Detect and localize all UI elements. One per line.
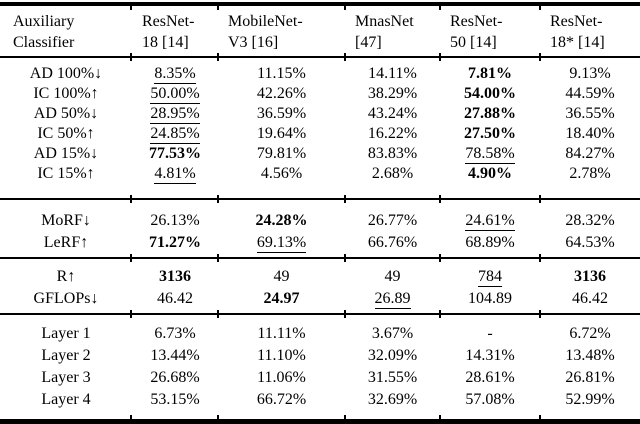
column-separator-tick [217, 53, 219, 61]
table-cell [132, 164, 218, 184]
table-cell [218, 323, 345, 345]
row-label: GFLOPs↓ [33, 290, 99, 307]
table-cell [218, 104, 345, 124]
table-cell [440, 64, 540, 84]
row-label: AD 15%↓ [33, 145, 99, 162]
cell-value: 52.99% [565, 391, 615, 408]
cell-value: 28.32% [565, 212, 615, 229]
column-header-mobilenetv3 [218, 6, 345, 56]
column-separator-tick [344, 53, 346, 61]
column-separator-tick [344, 254, 346, 262]
header-line: ResNet- [142, 13, 195, 30]
table-cell [540, 64, 640, 84]
table-cell [540, 323, 640, 345]
table-cell [440, 104, 540, 124]
table-cell [440, 266, 540, 288]
column-separator-tick [439, 254, 441, 262]
row-label: Layer 3 [41, 369, 91, 386]
cell-value: 3.67% [371, 325, 414, 342]
table-cell [132, 210, 218, 232]
cell-value: 36.55% [565, 105, 615, 122]
cell-value: 2.68% [371, 165, 414, 182]
column-separator-tick [344, 310, 346, 318]
cell-value: 7.81% [468, 65, 512, 82]
cell-value: 4.90% [468, 165, 512, 182]
row-label: IC 15%↑ [37, 165, 95, 182]
cell-value: 19.64% [256, 125, 307, 142]
header-line: ResNet- [450, 13, 503, 30]
table-row [0, 232, 640, 254]
table-row [0, 345, 640, 367]
table-cell [440, 367, 540, 389]
cell-value: 26.77% [367, 212, 418, 229]
cell-value: 32.09% [367, 347, 418, 364]
table-row [0, 288, 640, 310]
cell-value: 50.00% [150, 86, 199, 104]
table-cell [540, 104, 640, 124]
table-cell [132, 64, 218, 84]
table-cell [440, 288, 540, 310]
cell-value: 38.29% [367, 85, 418, 102]
cell-value: 8.35% [154, 66, 195, 84]
table-cell [345, 84, 440, 104]
table-row [0, 389, 640, 411]
table-cell [440, 210, 540, 232]
column-separator-tick [439, 195, 441, 203]
cell-value: 11.11% [257, 325, 306, 342]
cell-value: 26.13% [150, 212, 200, 229]
cell-value: 49 [273, 268, 290, 285]
cell-value: 64.53% [565, 234, 615, 251]
header-line: MobileNet- [228, 13, 303, 30]
table-cell [345, 266, 440, 288]
table-row [0, 164, 640, 184]
table-cell [345, 232, 440, 254]
table-cell [540, 124, 640, 144]
column-separator-tick [539, 254, 541, 262]
table-cell [132, 389, 218, 411]
section-divider-rule [0, 257, 640, 259]
table-cell [440, 144, 540, 164]
table-cell [132, 288, 218, 310]
section-accuracy-metrics [0, 58, 640, 198]
cell-value: 11.10% [257, 347, 306, 364]
table-cell [345, 345, 440, 367]
header-line: ResNet- [550, 13, 603, 30]
table-cell [132, 367, 218, 389]
column-separator-tick [344, 195, 346, 203]
table-cell [132, 104, 218, 124]
table-top-rule [0, 2, 640, 6]
cell-value: 42.26% [256, 85, 307, 102]
column-separator-tick [130, 53, 132, 61]
table-cell [345, 164, 440, 184]
table-cell [345, 104, 440, 124]
cell-value: 13.48% [565, 347, 615, 364]
cell-value: 28.95% [150, 106, 199, 124]
table-cell [132, 84, 218, 104]
table-cell [540, 266, 640, 288]
table-row [0, 144, 640, 164]
column-separator-tick [217, 415, 219, 422]
cell-value: 24.61% [465, 213, 514, 231]
cell-value: 57.08% [465, 391, 515, 408]
cell-value: 3136 [159, 268, 191, 285]
column-separator-tick [439, 415, 441, 422]
column-header-auxiliary-classifier [0, 6, 132, 56]
cell-value: 71.27% [149, 234, 201, 251]
column-separator-tick [539, 5, 541, 10]
table-cell [218, 64, 345, 84]
column-header-resnet18-star [540, 6, 640, 56]
column-separator-tick [130, 195, 132, 203]
table-cell [345, 64, 440, 84]
row-label: IC 50%↑ [37, 125, 95, 142]
table-cell [218, 164, 345, 184]
cell-value: 6.72% [569, 325, 611, 342]
column-separator-tick [217, 254, 219, 262]
cell-value: 2.78% [569, 165, 611, 182]
cell-value: 46.42 [157, 290, 193, 307]
row-label: Layer 4 [41, 391, 91, 408]
column-separator-tick [217, 310, 219, 318]
column-header-resnet50 [440, 6, 540, 56]
table-cell [218, 389, 345, 411]
cell-value: 32.69% [367, 391, 418, 408]
cell-value: 24.85% [150, 126, 199, 144]
header-line: [47] [355, 34, 382, 51]
table-row [0, 210, 640, 232]
table-cell [218, 345, 345, 367]
table-cell [440, 345, 540, 367]
table-row [0, 64, 640, 84]
cell-value: 83.83% [367, 145, 418, 162]
table-cell [440, 164, 540, 184]
column-separator-tick [344, 5, 346, 10]
cell-value: - [487, 325, 493, 342]
column-separator-tick [539, 53, 541, 61]
cell-value: 784 [478, 269, 502, 287]
column-separator-tick [130, 254, 132, 262]
cell-value: 27.50% [464, 125, 516, 142]
cell-value: 28.61% [465, 369, 515, 386]
row-label: Layer 1 [41, 325, 91, 342]
table-cell [132, 345, 218, 367]
table-cell [540, 164, 640, 184]
table-cell [540, 84, 640, 104]
column-separator-tick [130, 415, 132, 422]
header-line: MnasNet [355, 13, 414, 30]
column-separator-tick [439, 310, 441, 318]
cell-value: 9.13% [569, 65, 611, 82]
row-label: R↑ [56, 268, 76, 285]
cell-value: 26.68% [150, 369, 200, 386]
header-separator-rule [0, 56, 640, 58]
cell-value: 54.00% [464, 85, 516, 102]
cell-value: 11.06% [257, 369, 306, 386]
cell-value: 53.15% [150, 391, 200, 408]
column-separator-tick [539, 415, 541, 422]
cell-value: 78.58% [465, 146, 514, 164]
cell-value: 77.53% [149, 145, 201, 162]
table-cell [218, 266, 345, 288]
column-separator-tick [217, 195, 219, 203]
table-cell [132, 232, 218, 254]
column-separator-tick [539, 195, 541, 203]
cell-value: 4.81% [154, 166, 195, 184]
table-cell [540, 389, 640, 411]
cell-value: 66.76% [367, 234, 418, 251]
table-cell [345, 323, 440, 345]
cell-value: 69.13% [257, 235, 306, 253]
cell-value: 44.59% [565, 85, 615, 102]
header-line: 18* [14] [550, 34, 605, 51]
header-line: 18 [14] [142, 34, 189, 51]
cell-value: 68.89% [465, 234, 515, 251]
header-line: Classifier [13, 34, 75, 51]
table-row [0, 266, 640, 288]
table-cell [440, 124, 540, 144]
cell-value: 84.27% [565, 145, 615, 162]
column-separator-tick [130, 5, 132, 10]
row-label: AD 50%↓ [33, 105, 99, 122]
table-row [0, 124, 640, 144]
section-perturbation-metrics [0, 200, 640, 257]
cell-value: 14.31% [465, 347, 515, 364]
table-cell [345, 144, 440, 164]
table-cell [345, 124, 440, 144]
table-cell [440, 389, 540, 411]
column-separator-tick [217, 5, 219, 10]
cell-value: 4.56% [260, 165, 303, 182]
cell-value: 43.24% [367, 105, 418, 122]
table-cell [132, 124, 218, 144]
row-label: LeRF↑ [43, 234, 89, 251]
table-cell [540, 210, 640, 232]
table-row [0, 84, 640, 104]
cell-value: 14.11% [368, 65, 417, 82]
table-cell [218, 84, 345, 104]
column-separator-tick [344, 415, 346, 422]
table-cell [345, 210, 440, 232]
column-separator-tick [439, 53, 441, 61]
table-row [0, 104, 640, 124]
cell-value: 46.42 [572, 290, 608, 307]
cell-value: 13.44% [150, 347, 200, 364]
column-header-mnasnet [345, 6, 440, 56]
column-separator-tick [439, 5, 441, 10]
table-cell [345, 288, 440, 310]
table-cell [540, 367, 640, 389]
header-line: Auxiliary [13, 13, 75, 30]
table-row [0, 323, 640, 345]
row-label: IC 100%↑ [33, 85, 99, 102]
table-cell [345, 367, 440, 389]
table-bottom-rule [0, 419, 640, 424]
table-cell [540, 232, 640, 254]
section-efficiency-metrics [0, 259, 640, 313]
table-cell [540, 288, 640, 310]
table-cell [132, 266, 218, 288]
section-divider-rule [0, 313, 640, 315]
cell-value: 3136 [574, 268, 606, 285]
cell-value: 26.89 [375, 291, 411, 309]
cell-value: 24.97 [263, 290, 300, 307]
table-cell [218, 288, 345, 310]
table-cell [218, 144, 345, 164]
row-label: Layer 2 [41, 347, 91, 364]
column-separator-tick [130, 310, 132, 318]
column-header-resnet18 [132, 6, 218, 56]
section-layer-breakdown [0, 315, 640, 419]
cell-value: 49 [384, 268, 401, 285]
table-cell [218, 367, 345, 389]
cell-value: 16.22% [367, 125, 418, 142]
cell-value: 6.73% [154, 325, 196, 342]
table-cell [218, 232, 345, 254]
row-label: MoRF↓ [41, 212, 91, 229]
cell-value: 26.81% [565, 369, 615, 386]
table-header-row [0, 6, 640, 56]
cell-value: 104.89 [468, 290, 512, 307]
cell-value: 11.15% [257, 65, 306, 82]
row-label: AD 100%↓ [29, 65, 103, 82]
table-cell [218, 124, 345, 144]
cell-value: 18.40% [565, 125, 615, 142]
table-cell [440, 84, 540, 104]
table-row [0, 367, 640, 389]
cell-value: 66.72% [256, 391, 307, 408]
table-cell [132, 144, 218, 164]
cell-value: 36.59% [256, 105, 307, 122]
table-cell [440, 232, 540, 254]
header-line: 50 [14] [450, 34, 497, 51]
table-cell [540, 345, 640, 367]
table-cell [440, 323, 540, 345]
table-cell [345, 389, 440, 411]
header-line: V3 [16] [228, 34, 279, 51]
table-cell [540, 144, 640, 164]
cell-value: 79.81% [256, 145, 307, 162]
table-cell [132, 323, 218, 345]
table-cell [218, 210, 345, 232]
cell-value: 27.88% [464, 105, 516, 122]
cell-value: 31.55% [367, 369, 418, 386]
column-separator-tick [539, 310, 541, 318]
cell-value: 24.28% [255, 212, 308, 229]
section-divider-rule [0, 198, 640, 200]
